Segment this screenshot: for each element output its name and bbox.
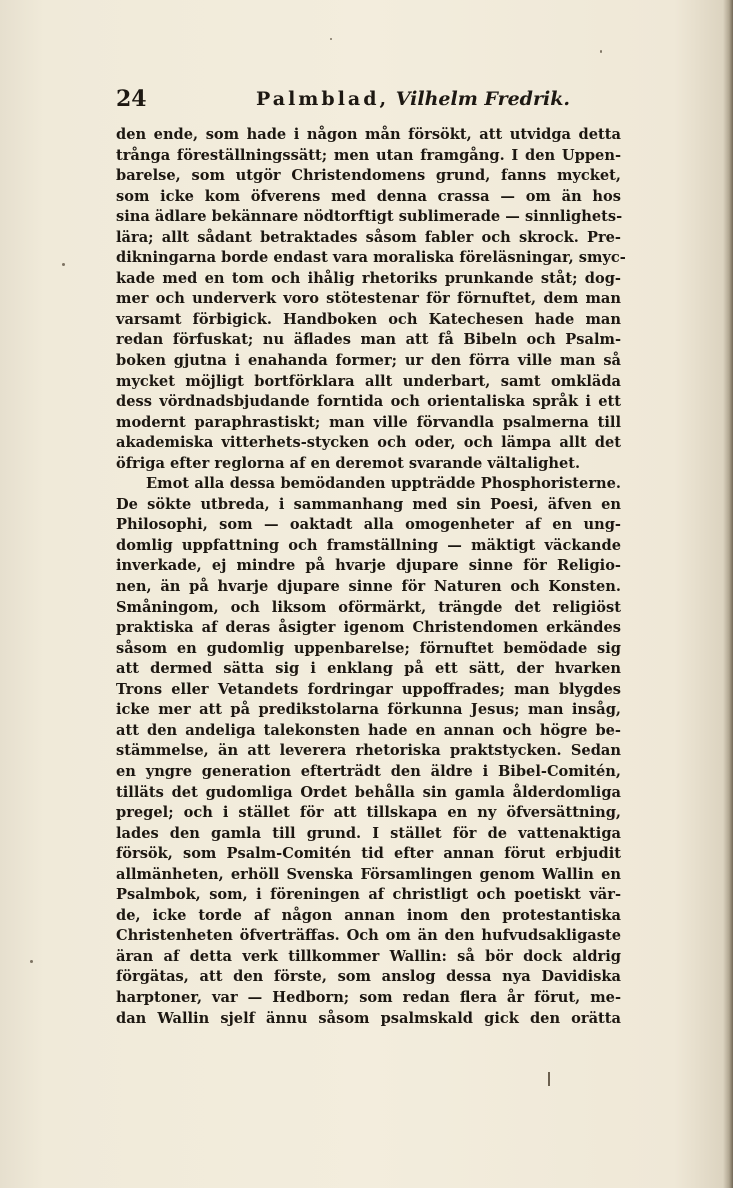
- text-line: dikningarna borde endast vara moraliska föreläsningar, smyc-: [116, 249, 626, 267]
- text-line: en yngre generation efterträdt den äldre i Bibel-Comitén,: [116, 762, 621, 780]
- body-text: [116, 125, 626, 1029]
- text-line: tilläts det gudomliga Ordet behålla sin gamla ålderdomliga: [116, 783, 621, 801]
- text-line: modernt paraphrastiskt; man ville förvandla psalmerna till: [116, 413, 621, 431]
- text-line: harptoner, var — Hedborn; som redan flera år förut, me-: [116, 988, 621, 1006]
- running-head-surname: Palmblad,: [256, 88, 390, 110]
- text-line: pregel; och i stället för att tillskapa en ny öfversättning,: [116, 804, 621, 822]
- text-line: som icke kom öfverens med denna crassa — om än hos: [116, 187, 621, 205]
- running-head-given-names: Vilhelm Fredrik.: [395, 88, 570, 110]
- text-line: domlig uppfattning och framställning — mäktigt väckande: [116, 536, 621, 554]
- text-line: redan förfuskat; nu äflades man att få Bibeln och Psalm-: [116, 331, 621, 349]
- text-line: Psalmbok, som, i föreningen af christligt och poetiskt vär-: [116, 886, 621, 904]
- paper-speck: [62, 263, 65, 266]
- paper-speck: [600, 50, 602, 53]
- text-line: stämmelse, än att leverera rhetoriska praktstycken. Sedan: [116, 742, 621, 760]
- text-line: Trons eller Vetandets fordringar uppoffrades; man blygdes: [116, 680, 621, 698]
- text-line: mer och underverk voro stötestenar för förnuftet, dem man: [116, 290, 621, 308]
- text-line: Philosophi, som — oaktadt alla omogenheter af en ung-: [116, 516, 621, 534]
- text-line: försök, som Psalm-Comitén tid efter annan förut erbjudit: [116, 845, 621, 863]
- text-line: dess vördnadsbjudande forntida och orientaliska språk i ett: [116, 393, 621, 411]
- paper-speck: [30, 960, 33, 963]
- text-line: att dermed sätta sig i enklang på ett sätt, der hvarken: [116, 660, 621, 678]
- text-line: kade med en tom och ihålig rhetoriks prunkande ståt; dog-: [116, 269, 621, 287]
- paper-mark: [548, 1072, 550, 1086]
- text-line: Christenheten öfverträffas. Och om än den hufvudsakligaste: [116, 927, 621, 945]
- text-line: sina ädlare bekännare nödtorftigt sublimerade — sinnlighets-: [116, 208, 623, 226]
- page-number: 24: [116, 86, 147, 112]
- text-line: mycket möjligt bortförklara allt underbart, samt omkläda: [116, 372, 621, 390]
- text-line: boken gjutna i enahanda former; ur den förra ville man så: [116, 352, 621, 370]
- text-line: dan Wallin sjelf ännu såsom psalmskald gick den orätta: [116, 1009, 621, 1027]
- text-line: varsamt förbigick. Handboken och Katechesen hade man: [116, 310, 621, 328]
- text-line: barelse, som utgör Christendomens grund, fanns mycket,: [116, 167, 621, 185]
- text-line: icke mer att på predikstolarna förkunna Jesus; man insåg,: [116, 701, 621, 719]
- text-line: praktiska af deras åsigter igenom Christendomen erkändes: [116, 619, 621, 637]
- text-line: Småningom, och liksom oförmärkt, trängde det religiöst: [116, 598, 621, 616]
- text-line: lära; allt sådant betraktades såsom fabler och skrock. Pre-: [116, 228, 621, 246]
- text-line: den ende, som hade i någon mån försökt, att utvidga detta: [116, 126, 621, 143]
- text-line: trånga föreställningssätt; men utan framgång. I den Uppen-: [116, 146, 621, 164]
- text-line: öfriga efter reglorna af en deremot svarande vältalighet.: [116, 454, 581, 472]
- text-line: nen, än på hvarje djupare sinne för Naturen och Konsten.: [116, 578, 621, 596]
- text-line: äran af detta verk tillkommer Wallin: så bör dock aldrig: [116, 947, 621, 965]
- text-line: De sökte utbreda, i sammanhang med sin Poesi, äfven en: [116, 495, 621, 513]
- text-line: allmänheten, erhöll Svenska Församlingen genom Wallin en: [116, 865, 621, 883]
- text-line: inverkade, ej mindre på hvarje djupare sinne för Religio-: [116, 557, 621, 575]
- running-head: [116, 86, 621, 116]
- text-line: akademiska vitterhets-stycken och oder, och lämpa allt det: [116, 434, 621, 452]
- spine-shadow: [723, 0, 733, 1188]
- text-line: såsom en gudomlig uppenbarelse; förnuftet bemödade sig: [116, 639, 621, 657]
- text-line: förgätas, att den förste, som anslog dessa nya Davidiska: [116, 968, 621, 986]
- text-line: Emot alla dessa bemödanden uppträdde Phosphoristerne.: [146, 475, 621, 493]
- text-line: att den andeliga talekonsten hade en annan och högre be-: [116, 721, 621, 739]
- running-head-title: [256, 88, 570, 110]
- text-line: de, icke torde af någon annan inom den protestantiska: [116, 906, 621, 924]
- paper-speck: [330, 38, 332, 40]
- text-line: lades den gamla till grund. I stället för de vattenaktiga: [116, 824, 621, 842]
